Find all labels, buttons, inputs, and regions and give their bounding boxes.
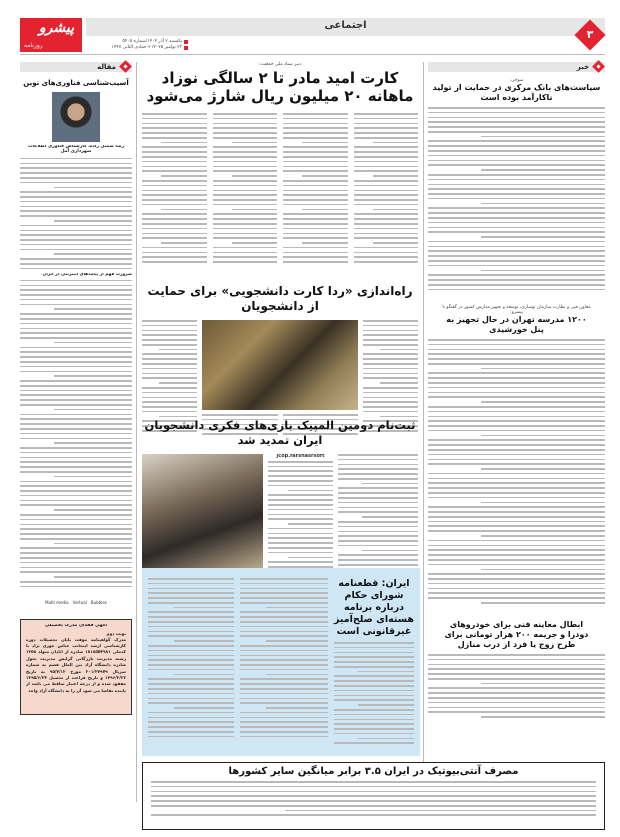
lost-certificate-notice xyxy=(20,619,132,715)
story2-kicker: معاون فنی و نظارت سازمان نوسازی، توسعه و تجهیز مدارس کشور در گفتگو با پیشرو: xyxy=(442,305,591,315)
antibiotic-headline[interactable]: مصرف آنتی‌بیوتیک در ایران ۳.۵ برابر میانگین سایر کشورها xyxy=(228,766,519,777)
olympiad-story xyxy=(142,418,418,584)
date-line-1: یکشنبه ۲ آذر ۱۴۰۴/شماره ۵۴۰۵ xyxy=(122,39,182,44)
news-column xyxy=(428,62,605,802)
story1-headline[interactable]: سیاست‌های بانک مرکزی در حمایت از تولید ناکارآمد بوده است xyxy=(432,83,601,102)
story1-kicker: سوخی: xyxy=(509,78,524,83)
term: Bubbles xyxy=(90,599,107,605)
issue-dates xyxy=(98,39,188,51)
article-author: رضا شمیل زاده، کارشناس فناوری اطلاعات شهرداری آمل xyxy=(27,145,125,154)
student-card-story xyxy=(142,284,418,440)
logo-text: پیشرو xyxy=(38,20,74,36)
news-label-text: خبر xyxy=(576,63,589,71)
lead-body xyxy=(142,113,418,271)
iran-resolution-box xyxy=(142,568,420,756)
notice-title: آگهی فقدان مدرک تحصیلی xyxy=(45,623,107,628)
arrow-diamond-icon xyxy=(119,60,132,73)
lead-headline[interactable]: کارت امید مادر تا ۲ سالگی نوزاد ماهانه ۲۰ میلیون ریال شارژ می‌شود xyxy=(146,69,414,105)
iran-headline[interactable]: ایران: قطعنامه شورای حکام درباره برنامه هسته‌ای صلح‌آمیز غیرقانونی است xyxy=(334,578,414,637)
lead-kicker: دبیر ستاد ملی جمعیت: xyxy=(258,62,302,67)
bullet-square-icon xyxy=(184,46,188,50)
story2-body xyxy=(428,339,605,614)
antibiotic-story-box xyxy=(142,762,605,830)
page-number: ۳ xyxy=(586,28,594,41)
student-card-headline[interactable]: راه‌اندازی «ردا کارت دانشجویی» برای حمایت از دانشجویان xyxy=(147,284,413,313)
olympiad-photo xyxy=(142,454,263,584)
page-number-badge xyxy=(574,19,605,50)
term: Vertual xyxy=(72,599,87,605)
students-photo xyxy=(202,320,358,410)
article-subhead: ضرورت فهم از پیامدهای اینترنتی در ایران xyxy=(42,272,132,277)
arrow-diamond-icon xyxy=(592,60,605,73)
story2-headline[interactable]: ۱۲۰۰ مدرسه تهران در حال تجهیز به پنل خورشیدی xyxy=(446,315,587,334)
date-line-2: ۲۳ نوامبر ۲۰۲۵/ ۲ جمادی الثانی ۱۴۴۷ xyxy=(111,45,182,50)
article-label xyxy=(20,62,132,72)
column-divider xyxy=(136,62,137,802)
article-title[interactable]: آسیب‌شناسی فناوری‌های نوین xyxy=(23,79,129,87)
bullet-square-icon xyxy=(184,40,188,44)
olympiad-headline[interactable]: ثبت‌نام دومین المپیک بازی‌های فکری دانشجویان ایران تمدید شد xyxy=(144,418,416,447)
olympiad-website[interactable]: jcop.farsnasrsoft xyxy=(276,454,325,459)
notice-subtitle: نوبت دوم xyxy=(106,631,126,636)
story3-headline[interactable]: ابطال معاینه فنی برای خودروهای دودزا و جریمه ۲۰۰ هزار تومانی برای طرح زوج یا فرد از درب منازل xyxy=(444,620,589,649)
section-band xyxy=(86,18,605,36)
article-column xyxy=(20,62,132,832)
lead-story xyxy=(142,62,418,271)
antibiotic-body xyxy=(151,781,596,821)
story1-body xyxy=(428,107,605,297)
article-label-text: مقاله xyxy=(97,63,116,71)
article-terms xyxy=(20,600,132,605)
article-body xyxy=(20,158,132,273)
notice-body: مدرک گواهینامه موقت پایان تحصیلات دوره کارشناسی ارشد اینجانب عباس حوری نژاد با کدملی ۱۸۱۸۵۵۴۹۸۱ صادره از ابادان متولد ۱۳۵۸ رشته مدیریت بازرگانی گرایش مدیریت تحول صادره دانشگاه آزاد بین الملل قشم به شماره سریال ۲۰۱/۳۷۹۷۹ مورخ ۹۵/۷/۱۲ به تاریخ ۱۳۹۶/۳/۲۲ و تاریخ فراغت از تحصیل ۱۳۹۵/۶/۲۴ مفقود شده و از درجه اعتبار ساقط می باشد از یابنده تقاضا می شود آن را به دانشگاه آزاد واحد xyxy=(26,636,126,693)
newspaper-logo[interactable] xyxy=(20,18,82,52)
article-body xyxy=(20,280,132,600)
news-label xyxy=(428,62,605,72)
section-title: اجتماعی xyxy=(324,20,367,31)
story3-body xyxy=(428,654,605,724)
term: Multi media xyxy=(45,599,69,605)
header-divider xyxy=(20,54,605,55)
logo-subtitle: روزنامه xyxy=(24,42,43,49)
masthead xyxy=(20,18,605,53)
author-portrait xyxy=(52,92,100,142)
olympiad-body xyxy=(338,454,418,584)
column-divider xyxy=(423,62,424,774)
